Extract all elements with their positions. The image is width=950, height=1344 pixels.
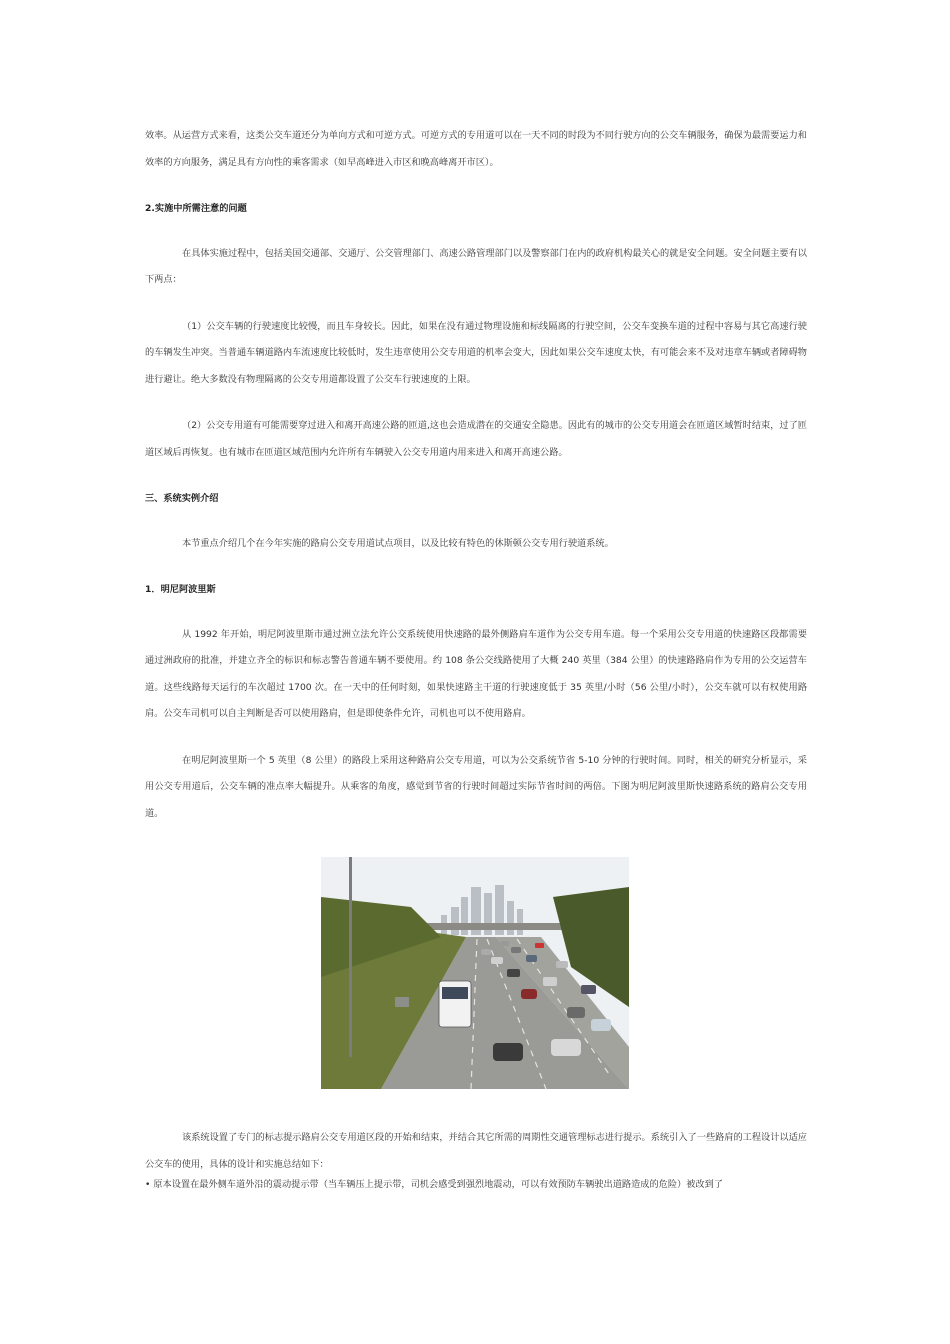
highway-photo (321, 857, 629, 1089)
document-body (145, 123, 807, 1199)
section-heading-examples: 三、系统实例介绍 (145, 493, 219, 504)
paragraph-examples-intro: 本节重点介绍几个在今年实施的路肩公交专用道试点项目，以及比较有特色的休斯顿公交专用行驶道系统。 (182, 537, 614, 549)
bullet-rumble-strip: • 原本设置在最外侧车道外沿的震动提示带（当车辆压上提示带，司机会感受到强烈地震动，可以有效预防车辆驶出道路造成的危险）被改到了 (145, 1179, 723, 1190)
paragraph-efficiency: 效率。从运营方式来看，这类公交车道还分为单向方式和可逆方式。可逆方式的专用道可以在一天不同的时段为不同行驶方向的公交车辆服务，确保为最需要运力和效率的方向服务，满足具有方向性的乘客需求（如早高峰进入市区和晚高峰离开市区）。 (145, 130, 807, 168)
highway-photo-icon (321, 857, 629, 1089)
paragraph-safety-point-1: （1）公交车辆的行驶速度比较慢，而且车身较长。因此，如果在没有通过物理设施和标线隔离的行驶空间，公交车变换车道的过程中容易与其它高速行驶的车辆发生冲突。当普通车辆道路内车流速度比较低时，发生违章使用公交专用道的机率会变大，因此如果公交车速度太快，有可能会来不及对违章车辆或者障碍物进行避让。绝大多数没有物理隔离的公交专用道都设置了公交车行驶速度的上限。 (145, 320, 807, 385)
paragraph-minneapolis-results: 在明尼阿波里斯一个 5 英里（8 公里）的路段上采用这种路肩公交专用道，可以为公交系统节省 5-10 分钟的行驶时间。同时，相关的研究分析显示，采用公交专用道后，公交车辆的准点率大幅提升。从乘客的角度，感觉到节省的行驶时间超过实际节省时间的两倍。下图为明尼阿波里斯快速路系统的路肩公交专用道。 (145, 754, 807, 819)
paragraph-safety-intro: 在具体实施过程中，包括美国交通部、交通厅、公交管理部门、高速公路管理部门以及警察部门在内的政府机构最关心的就是安全问题。安全问题主要有以下两点： (145, 247, 807, 285)
paragraph-signage-design: 该系统设置了专门的标志提示路肩公交专用道区段的开始和结束，并结合其它所需的周期性交通管理标志进行提示。系统引入了一些路肩的工程设计以适应公交车的使用，具体的设计和实施总结如下： (145, 1132, 807, 1170)
paragraph-safety-point-2: （2）公交专用道有可能需要穿过进入和离开高速公路的匝道,这也会造成潜在的交通安全隐患。因此有的城市的公交专用道会在匝道区域暂时结束，过了匝道区域后再恢复。也有城市在匝道区域范围内允许所有车辆驶入公交专用道内用来进入和离开高速公路。 (145, 420, 807, 458)
paragraph-minneapolis-history: 从 1992 年开始，明尼阿波里斯市通过洲立法允许公交系统使用快速路的最外侧路肩车道作为公交专用车道。每一个采用公交专用道的快速路区段都需要通过洲政府的批准，并建立齐全的标识和标志警告普通车辆不要使用。约 108 条公交线路使用了大概 240 英里（384 公里）的快速路路肩作为专用的公交运营车道。这些线路每天运行的车次超过 1700 次。在一天中的任何时刻，如果快速路主干道的行驶速度低于 35 英里/小时（56 公里/小时），公交车就可以有权使用路肩。公交车司机可以自主判断是否可以使用路肩，但是即使条件允许，司机也可以不使用路肩。 (145, 628, 807, 719)
section-heading-minneapolis: 1．明尼阿波里斯 (145, 584, 216, 595)
section-heading-issues: 2.实施中所需注意的问题 (145, 203, 247, 214)
